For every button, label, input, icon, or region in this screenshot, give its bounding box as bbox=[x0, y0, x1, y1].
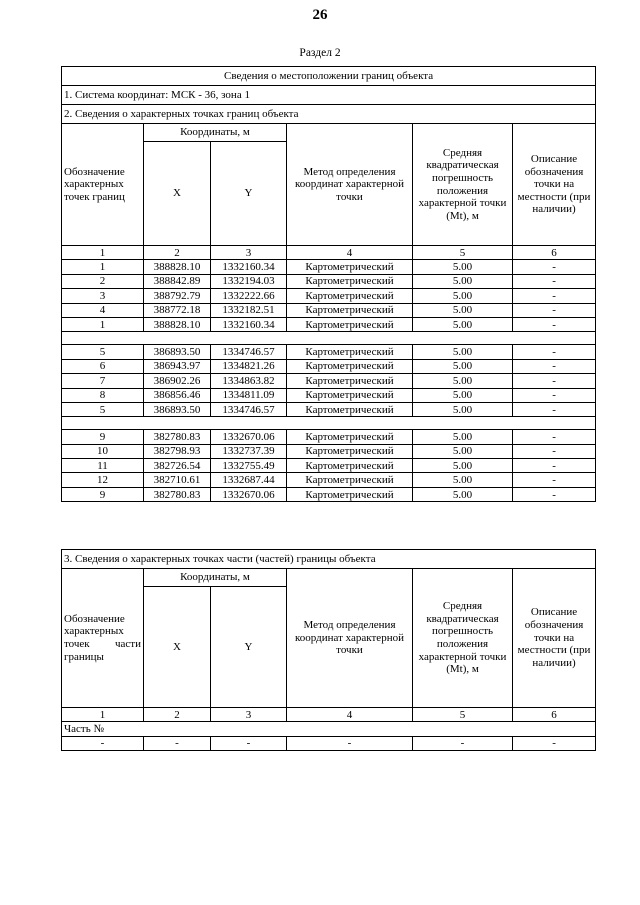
description-cell: - bbox=[513, 345, 596, 359]
col-num: 3 bbox=[211, 708, 287, 722]
part-boundary-table bbox=[61, 549, 596, 751]
column-numbers-row bbox=[62, 246, 596, 260]
part-cell: - bbox=[513, 736, 596, 750]
header-y: Y bbox=[211, 587, 287, 708]
method-cell: Картометрический bbox=[287, 430, 413, 444]
error-cell: 5.00 bbox=[413, 289, 513, 303]
coord-y-cell: 1334746.57 bbox=[211, 345, 287, 359]
coord-x-cell: 386856.46 bbox=[144, 388, 211, 402]
col-num: 3 bbox=[211, 246, 287, 260]
table-row bbox=[62, 487, 596, 501]
error-cell: 5.00 bbox=[413, 459, 513, 473]
coord-y-cell: 1332755.49 bbox=[211, 459, 287, 473]
part2-title: 3. Сведения о характерных точках части (частей) границы объекта bbox=[62, 550, 596, 569]
point-number-cell: 1 bbox=[62, 260, 144, 274]
coord-y-cell: 1332182.51 bbox=[211, 303, 287, 317]
column-numbers-row bbox=[62, 708, 596, 722]
point-number-cell: 12 bbox=[62, 473, 144, 487]
method-cell: Картометрический bbox=[287, 317, 413, 331]
method-cell: Картометрический bbox=[287, 473, 413, 487]
separator-cell bbox=[62, 332, 596, 345]
col-num: 2 bbox=[144, 708, 211, 722]
point-number-cell: 5 bbox=[62, 345, 144, 359]
coord-x-cell: 386943.97 bbox=[144, 359, 211, 373]
coord-y-cell: 1332194.03 bbox=[211, 274, 287, 288]
header-y: Y bbox=[211, 142, 287, 246]
header-x: X bbox=[144, 587, 211, 708]
header-method: Метод определения координат характерной точки bbox=[287, 124, 413, 246]
col-num: 4 bbox=[287, 246, 413, 260]
section-label: Раздел 2 bbox=[299, 47, 341, 59]
part-row bbox=[62, 736, 596, 750]
description-cell: - bbox=[513, 388, 596, 402]
point-number-cell: 5 bbox=[62, 402, 144, 416]
table-row bbox=[62, 444, 596, 458]
point-number-cell: 11 bbox=[62, 459, 144, 473]
table-row bbox=[62, 359, 596, 373]
coord-y-cell: 1334811.09 bbox=[211, 388, 287, 402]
error-cell: 5.00 bbox=[413, 274, 513, 288]
table-row bbox=[62, 303, 596, 317]
error-cell: 5.00 bbox=[413, 388, 513, 402]
description-cell: - bbox=[513, 303, 596, 317]
method-cell: Картометрический bbox=[287, 444, 413, 458]
group-separator-row bbox=[62, 417, 596, 430]
header-point-label-part: Обозначение характерных точек части границы bbox=[62, 569, 144, 708]
point-number-cell: 4 bbox=[62, 303, 144, 317]
header-description: Описание обозначения точки на местности (при наличии) bbox=[513, 569, 596, 708]
description-cell: - bbox=[513, 374, 596, 388]
part-cell: - bbox=[144, 736, 211, 750]
method-cell: Картометрический bbox=[287, 345, 413, 359]
coord-x-cell: 382780.83 bbox=[144, 487, 211, 501]
error-cell: 5.00 bbox=[413, 402, 513, 416]
col-num: 5 bbox=[413, 708, 513, 722]
point-number-cell: 8 bbox=[62, 388, 144, 402]
coord-x-cell: 386893.50 bbox=[144, 345, 211, 359]
coord-x-cell: 386893.50 bbox=[144, 402, 211, 416]
part-cell: - bbox=[287, 736, 413, 750]
method-cell: Картометрический bbox=[287, 303, 413, 317]
col-num: 4 bbox=[287, 708, 413, 722]
coord-x-cell: 388828.10 bbox=[144, 317, 211, 331]
method-cell: Картометрический bbox=[287, 359, 413, 373]
error-cell: 5.00 bbox=[413, 444, 513, 458]
coord-x-cell: 382710.61 bbox=[144, 473, 211, 487]
point-number-cell: 10 bbox=[62, 444, 144, 458]
table-row bbox=[62, 289, 596, 303]
point-number-cell: 9 bbox=[62, 430, 144, 444]
coord-y-cell: 1334863.82 bbox=[211, 374, 287, 388]
part-label: Часть № bbox=[62, 722, 596, 736]
error-cell: 5.00 bbox=[413, 317, 513, 331]
coord-x-cell: 382798.93 bbox=[144, 444, 211, 458]
coord-x-cell: 388828.10 bbox=[144, 260, 211, 274]
description-cell: - bbox=[513, 430, 596, 444]
method-cell: Картометрический bbox=[287, 274, 413, 288]
table-row bbox=[62, 274, 596, 288]
table-row bbox=[62, 402, 596, 416]
coord-y-cell: 1332160.34 bbox=[211, 260, 287, 274]
coord-y-cell: 1332670.06 bbox=[211, 430, 287, 444]
coord-x-cell: 388792.79 bbox=[144, 289, 211, 303]
part-cell: - bbox=[413, 736, 513, 750]
table-row bbox=[62, 374, 596, 388]
method-cell: Картометрический bbox=[287, 388, 413, 402]
point-number-cell: 6 bbox=[62, 359, 144, 373]
table-row bbox=[62, 388, 596, 402]
header-description: Описание обозначения точки на местности (при наличии) bbox=[513, 124, 596, 246]
header-error: Средняя квадратическая погрешность положения характерной точки (Mt), м bbox=[413, 124, 513, 246]
coord-y-cell: 1332160.34 bbox=[211, 317, 287, 331]
coord-x-cell: 382726.54 bbox=[144, 459, 211, 473]
header-x: X bbox=[144, 142, 211, 246]
col-num: 1 bbox=[62, 246, 144, 260]
coord-y-cell: 1334746.57 bbox=[211, 402, 287, 416]
error-cell: 5.00 bbox=[413, 260, 513, 274]
description-cell: - bbox=[513, 487, 596, 501]
boundary-table bbox=[61, 66, 596, 502]
coord-y-cell: 1332670.06 bbox=[211, 487, 287, 501]
method-cell: Картометрический bbox=[287, 374, 413, 388]
error-cell: 5.00 bbox=[413, 430, 513, 444]
error-cell: 5.00 bbox=[413, 359, 513, 373]
coord-system: 1. Система координат: МСК - 36, зона 1 bbox=[62, 86, 596, 105]
coord-x-cell: 382780.83 bbox=[144, 430, 211, 444]
table-row bbox=[62, 473, 596, 487]
col-num: 6 bbox=[513, 708, 596, 722]
table-title: Сведения о местоположении границ объекта bbox=[62, 67, 596, 86]
header-method: Метод определения координат характерной точки bbox=[287, 569, 413, 708]
description-cell: - bbox=[513, 289, 596, 303]
table-row bbox=[62, 345, 596, 359]
description-cell: - bbox=[513, 402, 596, 416]
description-cell: - bbox=[513, 317, 596, 331]
group-separator-row bbox=[62, 332, 596, 345]
coord-y-cell: 1332222.66 bbox=[211, 289, 287, 303]
method-cell: Картометрический bbox=[287, 402, 413, 416]
point-number-cell: 1 bbox=[62, 317, 144, 331]
coord-y-cell: 1332737.39 bbox=[211, 444, 287, 458]
point-number-cell: 3 bbox=[62, 289, 144, 303]
method-cell: Картометрический bbox=[287, 289, 413, 303]
table-row bbox=[62, 459, 596, 473]
description-cell: - bbox=[513, 359, 596, 373]
point-number-cell: 7 bbox=[62, 374, 144, 388]
coord-x-cell: 388772.18 bbox=[144, 303, 211, 317]
error-cell: 5.00 bbox=[413, 487, 513, 501]
description-cell: - bbox=[513, 459, 596, 473]
header-error: Средняя квадратическая погрешность положения характерной точки (Mt), м bbox=[413, 569, 513, 708]
method-cell: Картометрический bbox=[287, 487, 413, 501]
point-number-cell: 2 bbox=[62, 274, 144, 288]
header-point-label: Обозначение характерных точек границ bbox=[62, 124, 144, 246]
table-row bbox=[62, 317, 596, 331]
coord-x-cell: 388842.89 bbox=[144, 274, 211, 288]
error-cell: 5.00 bbox=[413, 473, 513, 487]
col-num: 1 bbox=[62, 708, 144, 722]
col-num: 5 bbox=[413, 246, 513, 260]
method-cell: Картометрический bbox=[287, 260, 413, 274]
header-coords: Координаты, м bbox=[144, 569, 287, 587]
part-cell: - bbox=[62, 736, 144, 750]
description-cell: - bbox=[513, 274, 596, 288]
error-cell: 5.00 bbox=[413, 303, 513, 317]
method-cell: Картометрический bbox=[287, 459, 413, 473]
part1-title: 2. Сведения о характерных точках границ объекта bbox=[62, 105, 596, 124]
point-number-cell: 9 bbox=[62, 487, 144, 501]
separator-cell bbox=[62, 417, 596, 430]
description-cell: - bbox=[513, 473, 596, 487]
col-num: 2 bbox=[144, 246, 211, 260]
error-cell: 5.00 bbox=[413, 345, 513, 359]
header-coords: Координаты, м bbox=[144, 124, 287, 142]
page-number: 26 bbox=[312, 7, 328, 23]
coord-x-cell: 386902.26 bbox=[144, 374, 211, 388]
coord-y-cell: 1334821.26 bbox=[211, 359, 287, 373]
description-cell: - bbox=[513, 260, 596, 274]
coord-y-cell: 1332687.44 bbox=[211, 473, 287, 487]
table-row bbox=[62, 430, 596, 444]
error-cell: 5.00 bbox=[413, 374, 513, 388]
table-row bbox=[62, 260, 596, 274]
description-cell: - bbox=[513, 444, 596, 458]
part-cell: - bbox=[211, 736, 287, 750]
col-num: 6 bbox=[513, 246, 596, 260]
